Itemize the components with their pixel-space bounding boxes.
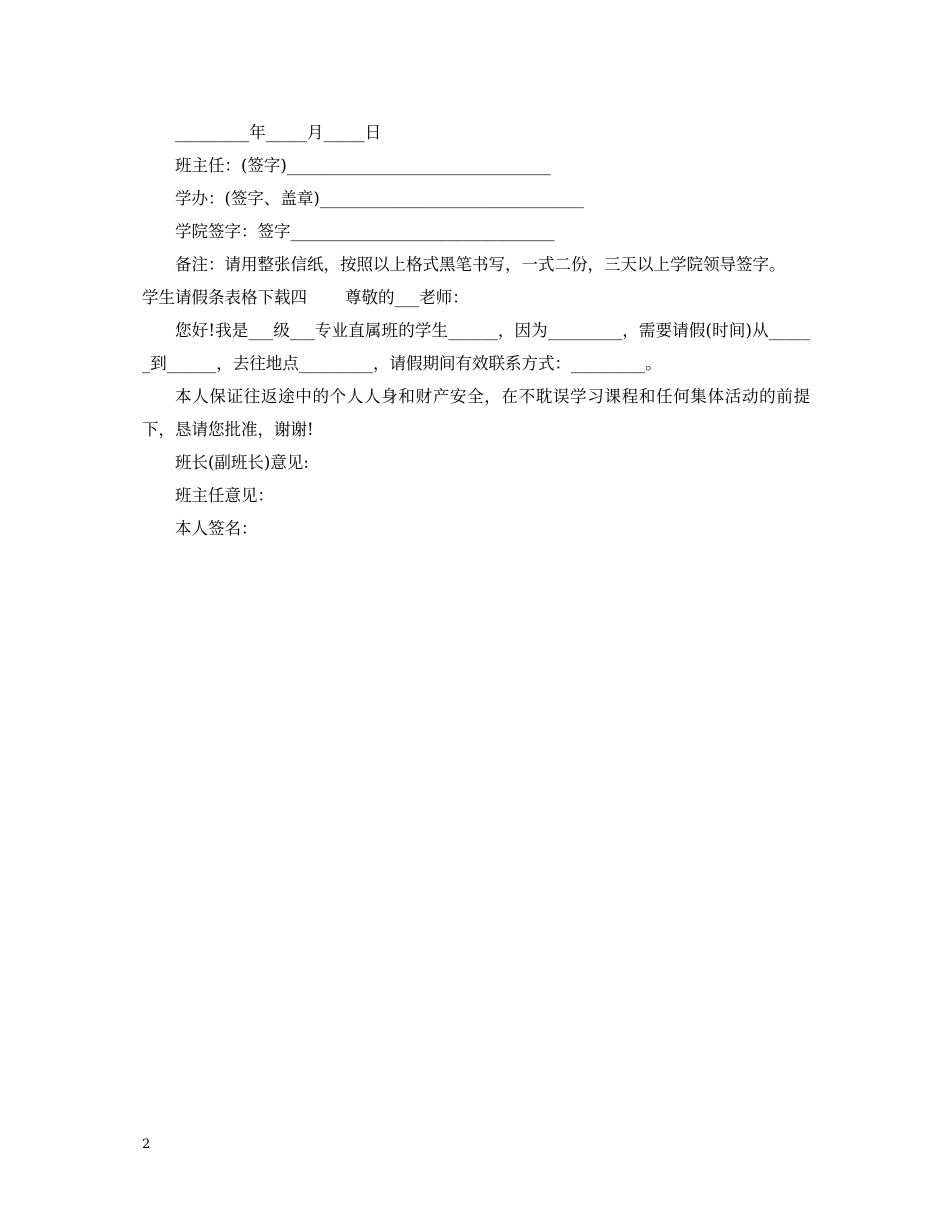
page-number: 2	[142, 1137, 151, 1152]
guarantee-paragraph: 本人保证往返途中的个人人身和财产安全，在不耽误学习课程和任何集体活动的前提下，恳请您批准，谢谢!	[142, 387, 810, 439]
section-heading-line	[142, 281, 810, 314]
head-teacher-opinion-line: 班主任意见：	[175, 486, 274, 505]
date-line: _________年_____月_____日	[175, 123, 382, 142]
salutation: 尊敬的___老师：	[345, 288, 469, 307]
head-teacher-signature-line: 班主任：(签字)________________________________	[175, 156, 551, 175]
student-office-signature-line: 学办：(签字、盖章)________________________________	[175, 189, 584, 208]
student-signature-line: 本人签名：	[175, 519, 258, 538]
college-signature-line: 学院签字：签字________________________________	[175, 222, 555, 241]
request-paragraph: 您好!我是___级___专业直属班的学生______，因为_________，需要请假(时间)从______到______，去往地点_________，请假期间有效联系方式：_________。	[142, 321, 810, 373]
note-paragraph: 备注：请用整张信纸，按照以上格式黑笔书写，一式二份，三天以上学院领导签字。	[175, 255, 786, 274]
section-title: 学生请假条表格下载四	[142, 288, 307, 307]
document-body	[142, 116, 810, 545]
monitor-opinion-line: 班长(副班长)意见:	[175, 453, 309, 472]
